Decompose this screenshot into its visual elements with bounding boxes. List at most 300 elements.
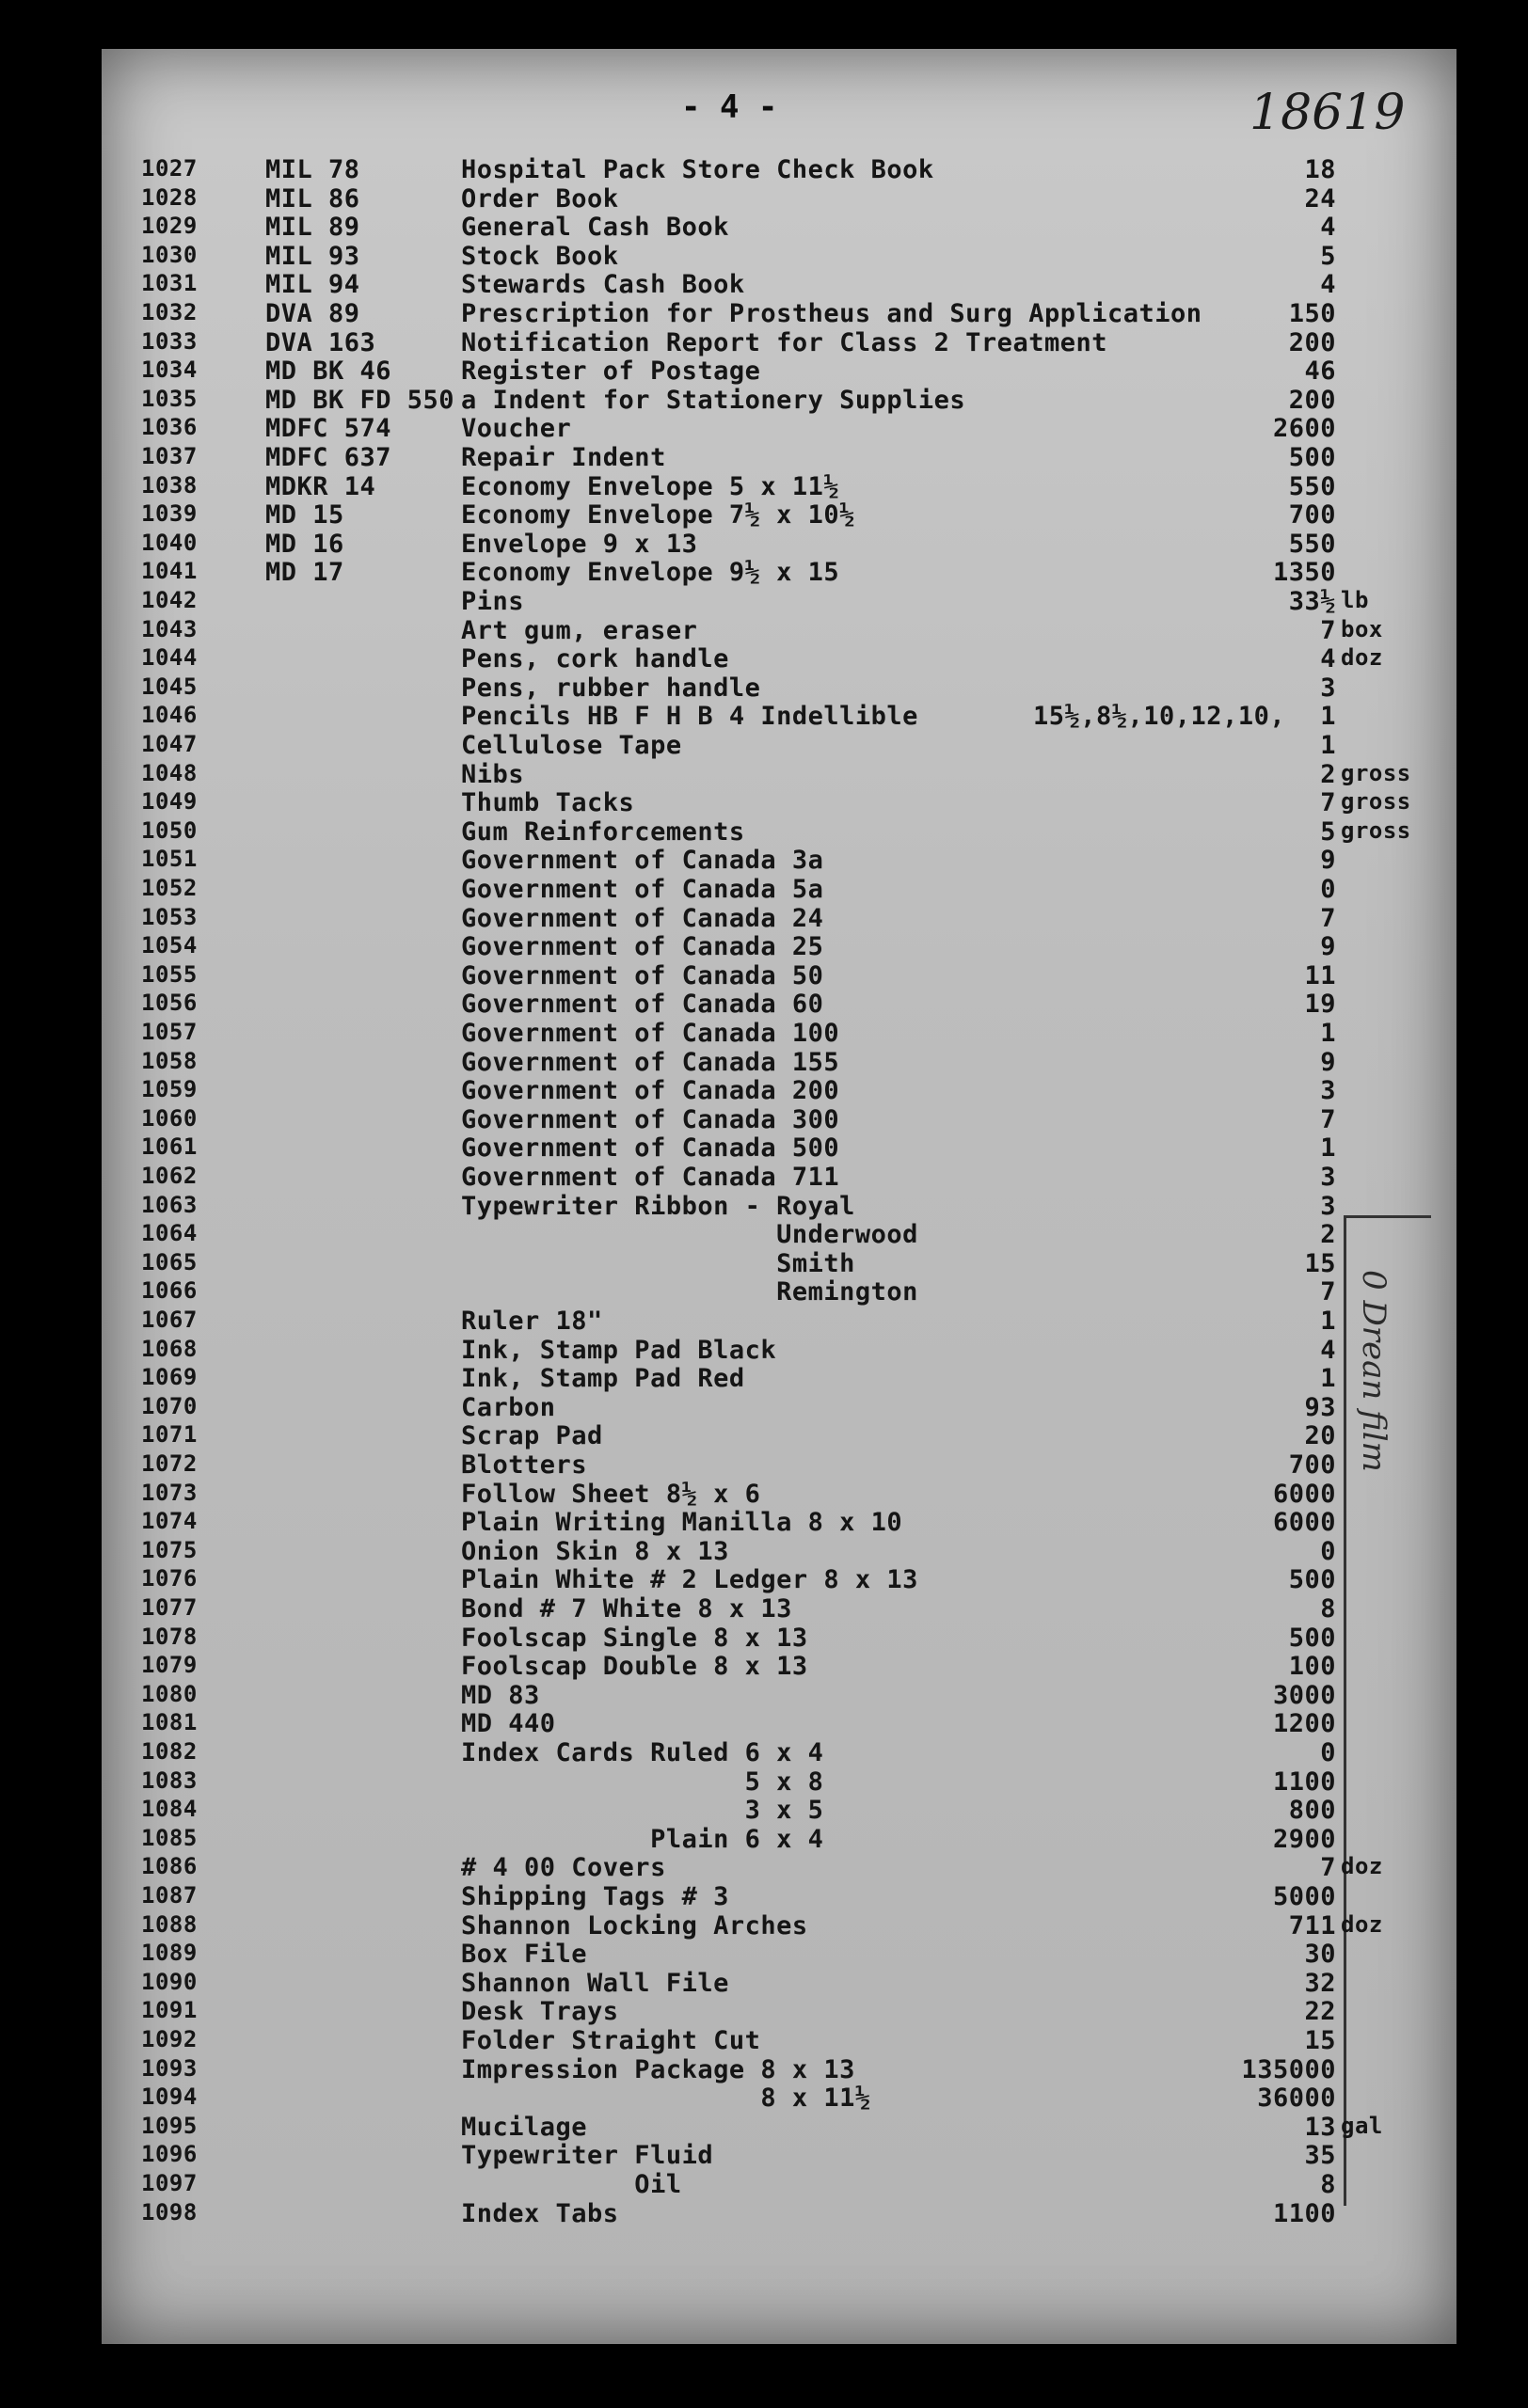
item-description: # 4 00 Covers	[461, 1853, 666, 1883]
inventory-row	[0, 673, 1468, 703]
row-number: 1039	[141, 500, 198, 528]
item-quantity: 5	[1320, 816, 1336, 847]
item-quantity: 4	[1320, 644, 1336, 674]
item-description: Government of Canada 50	[461, 960, 824, 990]
item-quantity: 700	[1288, 1450, 1336, 1480]
item-quantity: 1100	[1272, 2198, 1336, 2228]
item-quantity: 200	[1288, 327, 1336, 357]
inventory-row	[0, 558, 1468, 587]
item-quantity: 3	[1320, 673, 1336, 703]
item-quantity: 24	[1304, 183, 1336, 214]
item-description: Notification Report for Class 2 Treatment	[461, 327, 1107, 357]
item-description: Desk Trays	[461, 1997, 619, 2027]
item-quantity: 6000	[1272, 1508, 1336, 1538]
row-number: 1058	[141, 1047, 198, 1074]
item-description: Folder Straight Cut	[461, 2026, 761, 2055]
item-quantity: 4	[1320, 213, 1336, 243]
item-description: Government of Canada 24	[461, 903, 824, 933]
item-quantity: 7	[1320, 903, 1336, 933]
row-number: 1056	[141, 990, 198, 1017]
item-description: Plain White # 2 Ledger 8 x 13	[461, 1565, 918, 1595]
item-quantity: 1	[1320, 1133, 1336, 1164]
row-number: 1060	[141, 1104, 198, 1132]
inventory-row	[0, 760, 1468, 789]
inventory-row	[0, 1767, 1468, 1797]
item-quantity: 8	[1320, 1594, 1336, 1624]
inventory-row	[0, 299, 1468, 328]
item-description: Scrap Pad	[461, 1421, 603, 1451]
inventory-row	[0, 2141, 1468, 2170]
row-number: 1027	[141, 155, 198, 182]
inventory-row	[0, 242, 1468, 271]
item-quantity: 0	[1320, 1738, 1336, 1767]
inventory-row	[0, 1277, 1468, 1307]
form-code: MDFC 574	[265, 414, 392, 444]
item-unit: doz	[1341, 644, 1383, 672]
inventory-row	[0, 1537, 1468, 1566]
row-number: 1091	[141, 1997, 198, 2024]
row-number: 1064	[141, 1220, 198, 1247]
inventory-row	[0, 1192, 1468, 1221]
inventory-row	[0, 846, 1468, 875]
item-description: Register of Postage	[461, 356, 761, 387]
inventory-row	[0, 1076, 1468, 1105]
row-number: 1082	[141, 1738, 198, 1765]
row-number: 1065	[141, 1248, 198, 1275]
page-number: - 4 -	[681, 88, 778, 126]
inventory-row	[0, 1450, 1468, 1480]
form-code: MD 16	[265, 529, 344, 559]
row-number: 1094	[141, 2083, 198, 2111]
item-quantity: 1	[1320, 702, 1336, 732]
inventory-row	[0, 1594, 1468, 1624]
item-description: Oil	[461, 2170, 682, 2199]
row-number: 1076	[141, 1565, 198, 1592]
row-number: 1028	[141, 183, 198, 211]
item-quantity: 135000	[1241, 2054, 1336, 2084]
row-number: 1073	[141, 1479, 198, 1506]
inventory-row	[0, 2170, 1468, 2199]
item-description: Shipping Tags # 3	[461, 1882, 729, 1911]
item-description: Government of Canada 100	[461, 1019, 840, 1048]
form-code: MD 17	[265, 558, 344, 588]
item-description: Index Cards Ruled 6 x 4	[461, 1738, 824, 1767]
item-quantity: 2	[1320, 759, 1336, 789]
item-quantity: 2600	[1272, 414, 1336, 444]
item-description: a Indent for Stationery Supplies	[461, 385, 966, 415]
margin-handwritten-note: 0 Drean film	[1355, 1270, 1393, 1472]
inventory-row	[0, 731, 1468, 760]
item-description: Ruler 18"	[461, 1307, 603, 1336]
item-description: Foolscap Single 8 x 13	[461, 1623, 808, 1653]
form-code: DVA 89	[265, 299, 360, 328]
row-number: 1032	[141, 299, 198, 325]
item-quantity: 7	[1320, 1277, 1336, 1307]
item-quantity: 3	[1320, 1191, 1336, 1221]
item-quantity: 5	[1320, 241, 1336, 271]
inventory-row	[0, 213, 1468, 242]
item-description: Impression Package 8 x 13	[461, 2054, 855, 2084]
inventory-row	[0, 414, 1468, 443]
item-description: Blotters	[461, 1450, 588, 1480]
row-number: 1047	[141, 731, 198, 757]
row-number: 1049	[141, 788, 198, 816]
item-quantity: 15	[1304, 1248, 1336, 1278]
item-description: 8 x 11½	[461, 2083, 871, 2114]
item-description: Pins	[461, 587, 525, 616]
row-number: 1072	[141, 1450, 198, 1477]
row-number: 1084	[141, 1796, 198, 1823]
item-quantity: 1	[1320, 1364, 1336, 1394]
inventory-row	[0, 1853, 1468, 1882]
item-quantity: 36000	[1257, 2083, 1336, 2114]
item-description: Government of Canada 25	[461, 932, 824, 962]
inventory-row	[0, 270, 1468, 299]
row-number: 1095	[141, 2112, 198, 2139]
inventory-row	[0, 1336, 1468, 1365]
inventory-row	[0, 875, 1468, 904]
inventory-row	[0, 1681, 1468, 1710]
inventory-row	[0, 500, 1468, 530]
item-description: Follow Sheet 8½ x 6	[461, 1479, 761, 1509]
inventory-row	[0, 1624, 1468, 1653]
row-number: 1068	[141, 1335, 198, 1362]
item-description: Government of Canada 200	[461, 1076, 840, 1106]
row-number: 1054	[141, 932, 198, 959]
row-number: 1048	[141, 759, 198, 786]
inventory-row	[0, 2083, 1468, 2113]
item-quantity: 11	[1304, 960, 1336, 990]
item-description: Stewards Cash Book	[461, 270, 745, 300]
row-number: 1038	[141, 471, 198, 499]
inventory-row	[0, 1709, 1468, 1738]
item-description: Government of Canada 3a	[461, 846, 824, 876]
item-description: Economy Envelope 9½ x 15	[461, 558, 840, 588]
row-number: 1042	[141, 587, 198, 613]
item-quantity: 500	[1288, 1565, 1336, 1595]
item-quantity: 9	[1320, 846, 1336, 876]
inventory-row	[0, 184, 1468, 214]
inventory-row	[0, 2026, 1468, 2055]
item-description: Ink, Stamp Pad Red	[461, 1364, 745, 1394]
inventory-row	[0, 1105, 1468, 1134]
item-description: Foolscap Double 8 x 13	[461, 1652, 808, 1682]
item-description: Onion Skin 8 x 13	[461, 1536, 729, 1566]
item-quantity: 18	[1304, 155, 1336, 184]
item-unit: lb	[1341, 587, 1369, 613]
item-quantity: 2	[1320, 1220, 1336, 1250]
inventory-row	[0, 1940, 1468, 1969]
item-extra: 15½,8½,10,12,10,	[1033, 702, 1286, 732]
row-number: 1034	[141, 356, 198, 384]
item-description: Ink, Stamp Pad Black	[461, 1335, 777, 1365]
inventory-row	[0, 1220, 1468, 1249]
form-code: MDKR 14	[265, 471, 376, 501]
row-number: 1080	[141, 1680, 198, 1707]
item-quantity: 46	[1304, 356, 1336, 387]
row-number: 1089	[141, 1940, 198, 1967]
row-number: 1093	[141, 2054, 198, 2082]
inventory-row	[0, 1969, 1468, 1998]
row-number: 1036	[141, 414, 198, 441]
item-unit: gross	[1341, 759, 1411, 786]
row-number: 1081	[141, 1709, 198, 1736]
row-number: 1063	[141, 1191, 198, 1218]
inventory-row	[0, 386, 1468, 415]
inventory-row	[0, 472, 1468, 501]
item-quantity: 3	[1320, 1076, 1336, 1106]
item-quantity: 3	[1320, 1163, 1336, 1192]
item-quantity: 93	[1304, 1392, 1336, 1422]
row-number: 1096	[141, 2141, 198, 2168]
item-quantity: 5000	[1272, 1882, 1336, 1911]
row-number: 1074	[141, 1508, 198, 1535]
item-quantity: 7	[1320, 1104, 1336, 1134]
item-quantity: 100	[1288, 1652, 1336, 1682]
item-description: Repair Indent	[461, 443, 666, 472]
row-number: 1029	[141, 213, 198, 240]
inventory-row	[0, 1825, 1468, 1854]
item-description: Gum Reinforcements	[461, 816, 745, 847]
row-number: 1062	[141, 1163, 198, 1189]
inventory-row	[0, 1163, 1468, 1192]
inventory-row	[0, 328, 1468, 357]
item-quantity: 9	[1320, 1047, 1336, 1077]
form-code: MDFC 637	[265, 443, 392, 472]
form-code: MD 15	[265, 500, 344, 531]
item-description: Economy Envelope 5 x 11½	[461, 471, 840, 501]
item-quantity: 1100	[1272, 1766, 1336, 1797]
row-number: 1055	[141, 960, 198, 988]
item-description: Nibs	[461, 759, 525, 789]
form-code: DVA 163	[265, 327, 376, 357]
inventory-row	[0, 932, 1468, 961]
inventory-row	[0, 1911, 1468, 1941]
inventory-row	[0, 587, 1468, 616]
row-number: 1044	[141, 644, 198, 672]
item-quantity: 8	[1320, 2170, 1336, 2199]
item-quantity: 30	[1304, 1940, 1336, 1970]
item-description: Shannon Wall File	[461, 1968, 729, 1998]
row-number: 1045	[141, 673, 198, 700]
inventory-row	[0, 1249, 1468, 1278]
inventory-row	[0, 904, 1468, 933]
item-quantity: 3000	[1272, 1680, 1336, 1710]
item-quantity: 13	[1304, 2112, 1336, 2142]
item-description: Stock Book	[461, 241, 619, 271]
item-description: General Cash Book	[461, 213, 729, 243]
row-number: 1061	[141, 1133, 198, 1161]
row-number: 1067	[141, 1307, 198, 1333]
inventory-row	[0, 1652, 1468, 1681]
item-description: Voucher	[461, 414, 572, 444]
row-number: 1070	[141, 1392, 198, 1419]
item-description: MD 83	[461, 1680, 540, 1710]
row-number: 1077	[141, 1594, 198, 1621]
item-quantity: 1	[1320, 1019, 1336, 1048]
row-number: 1059	[141, 1076, 198, 1103]
form-code: MIL 78	[265, 155, 360, 184]
row-number: 1057	[141, 1019, 198, 1045]
item-description: Government of Canada 500	[461, 1133, 840, 1164]
inventory-row	[0, 1019, 1468, 1048]
inventory-row	[0, 1048, 1468, 1077]
form-code: MD BK FD 550	[265, 385, 455, 415]
inventory-row	[0, 1421, 1468, 1450]
item-quantity: 800	[1288, 1796, 1336, 1826]
item-unit: gross	[1341, 788, 1411, 816]
item-quantity: 1200	[1272, 1709, 1336, 1739]
item-quantity: 500	[1288, 443, 1336, 472]
item-description: Prescription for Prostheus and Surg Application	[461, 299, 1202, 328]
inventory-row	[0, 990, 1468, 1019]
item-description: Plain Writing Manilla 8 x 10	[461, 1508, 903, 1538]
item-quantity: 32	[1304, 1968, 1336, 1998]
inventory-row	[0, 961, 1468, 990]
item-quantity: 20	[1304, 1421, 1336, 1451]
item-quantity: 550	[1288, 529, 1336, 559]
item-description: Carbon	[461, 1392, 556, 1422]
item-description: Typewriter Fluid	[461, 2141, 714, 2171]
inventory-row	[0, 1133, 1468, 1163]
inventory-row	[0, 616, 1468, 645]
item-quantity: 7	[1320, 615, 1336, 645]
item-quantity: 9	[1320, 932, 1336, 962]
row-number: 1030	[141, 241, 198, 268]
row-number: 1098	[141, 2198, 198, 2226]
row-number: 1046	[141, 702, 198, 729]
item-quantity: 200	[1288, 385, 1336, 415]
form-code: MIL 89	[265, 213, 360, 243]
item-description: Bond # 7 White 8 x 13	[461, 1594, 792, 1624]
row-number: 1071	[141, 1421, 198, 1449]
item-unit: doz	[1341, 1910, 1383, 1938]
item-unit: gal	[1341, 2112, 1383, 2139]
row-number: 1069	[141, 1364, 198, 1391]
inventory-row	[0, 2199, 1468, 2228]
item-description: Index Tabs	[461, 2198, 619, 2228]
row-number: 1097	[141, 2170, 198, 2196]
row-number: 1050	[141, 816, 198, 844]
inventory-row	[0, 1796, 1468, 1825]
item-description: 5 x 8	[461, 1766, 824, 1797]
item-description: Art gum, eraser	[461, 615, 698, 645]
item-description: Order Book	[461, 183, 619, 214]
inventory-row	[0, 530, 1468, 559]
inventory-row	[0, 1997, 1468, 2026]
row-number: 1041	[141, 558, 198, 585]
item-description: Plain 6 x 4	[461, 1824, 824, 1854]
row-number: 1033	[141, 327, 198, 355]
row-number: 1086	[141, 1853, 198, 1880]
row-number: 1035	[141, 385, 198, 412]
row-number: 1078	[141, 1623, 198, 1650]
handwritten-reference: 18619	[1249, 85, 1406, 141]
item-unit: doz	[1341, 1853, 1383, 1880]
item-unit: box	[1341, 615, 1383, 642]
inventory-row	[0, 1393, 1468, 1422]
item-description: Government of Canada 300	[461, 1104, 840, 1134]
item-description: Envelope 9 x 13	[461, 529, 698, 559]
row-number: 1092	[141, 2026, 198, 2052]
item-description: Cellulose Tape	[461, 731, 682, 760]
item-description: Hospital Pack Store Check Book	[461, 155, 934, 184]
item-quantity: 1	[1320, 731, 1336, 760]
inventory-row	[0, 155, 1468, 184]
item-description: Remington	[461, 1277, 918, 1307]
item-quantity: 500	[1288, 1623, 1336, 1653]
item-quantity: 1	[1320, 1307, 1336, 1336]
item-description: Government of Canada 60	[461, 990, 824, 1020]
item-description: 3 x 5	[461, 1796, 824, 1826]
row-number: 1088	[141, 1910, 198, 1938]
row-number: 1040	[141, 529, 198, 556]
item-quantity: 6000	[1272, 1479, 1336, 1509]
form-code: MD BK 46	[265, 356, 392, 387]
item-description: Box File	[461, 1940, 588, 1970]
row-number: 1087	[141, 1882, 198, 1909]
row-number: 1075	[141, 1536, 198, 1563]
item-quantity: 0	[1320, 1536, 1336, 1566]
item-quantity: 4	[1320, 1335, 1336, 1365]
inventory-row	[0, 1738, 1468, 1767]
item-description: Government of Canada 155	[461, 1047, 840, 1077]
form-code: MIL 86	[265, 183, 360, 214]
item-description: Underwood	[461, 1220, 918, 1250]
inventory-row	[0, 1565, 1468, 1594]
item-description: Government of Canada 711	[461, 1163, 840, 1192]
inventory-row	[0, 1480, 1468, 1509]
item-description: Pens, cork handle	[461, 644, 729, 674]
inventory-row	[0, 1508, 1468, 1537]
row-number: 1090	[141, 1968, 198, 1995]
item-quantity: 2900	[1272, 1824, 1336, 1854]
item-description: Shannon Locking Arches	[461, 1910, 808, 1941]
item-quantity: 0	[1320, 875, 1336, 904]
item-quantity: 700	[1288, 500, 1336, 531]
item-description: Thumb Tacks	[461, 788, 635, 818]
inventory-row	[0, 2055, 1468, 2084]
row-number: 1083	[141, 1766, 198, 1794]
inventory-row	[0, 2113, 1468, 2142]
item-description: Typewriter Ribbon - Royal	[461, 1191, 855, 1221]
item-description: Government of Canada 5a	[461, 875, 824, 904]
row-number: 1085	[141, 1824, 198, 1851]
inventory-row	[0, 1307, 1468, 1336]
form-code: MIL 93	[265, 241, 360, 271]
item-quantity: 150	[1288, 299, 1336, 328]
row-number: 1079	[141, 1652, 198, 1679]
item-quantity: 7	[1320, 788, 1336, 818]
inventory-row	[0, 817, 1468, 847]
item-quantity: 711	[1288, 1910, 1336, 1941]
item-quantity: 15	[1304, 2026, 1336, 2055]
inventory-row	[0, 1882, 1468, 1911]
item-description: Smith	[461, 1248, 855, 1278]
item-quantity: 35	[1304, 2141, 1336, 2171]
form-code: MIL 94	[265, 270, 360, 300]
inventory-row	[0, 356, 1468, 386]
row-number: 1031	[141, 270, 198, 297]
item-quantity: 7	[1320, 1853, 1336, 1883]
row-number: 1066	[141, 1277, 198, 1305]
row-number: 1053	[141, 903, 198, 930]
inventory-row	[0, 788, 1468, 817]
item-quantity: 33½	[1288, 587, 1336, 616]
item-description: Pencils HB F H B 4 Indellible	[461, 702, 918, 732]
item-quantity: 22	[1304, 1997, 1336, 2027]
item-quantity: 550	[1288, 471, 1336, 501]
